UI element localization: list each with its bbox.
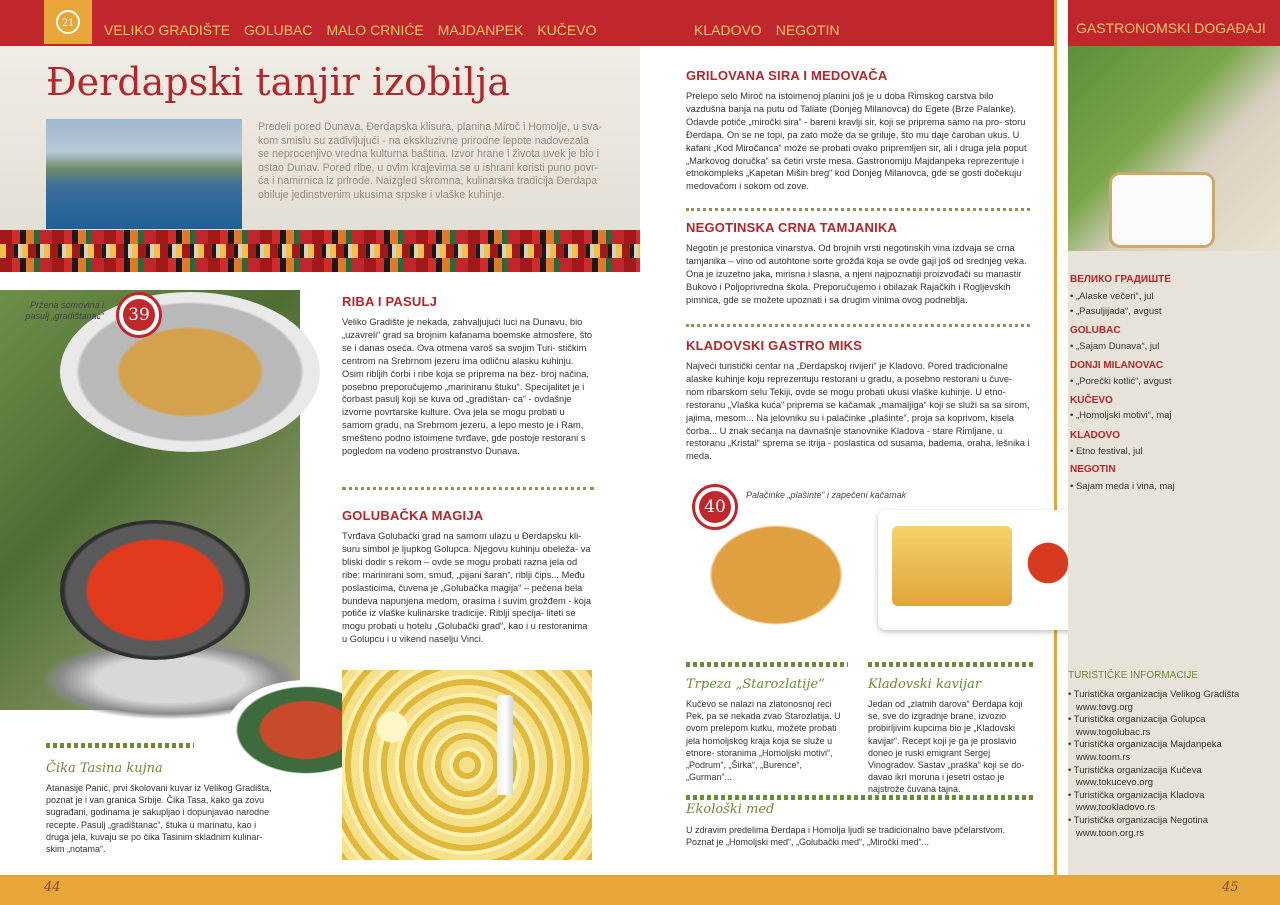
squiggle-divider — [686, 795, 1034, 800]
nav-left — [104, 22, 610, 38]
page-number-right: 45 — [1222, 880, 1239, 895]
golubac-title: GOLUBAČKA MAGIJA — [342, 508, 484, 523]
med-text: U zdravim predelima Đerdapa i Homolja ljudi se tradicionalno bave pčelarstvom. Poznat je „Homoljski med“, „Golubački med“, „Miročki med“... — [686, 825, 1006, 848]
event-item: • „Alaske večeri“, jul — [1070, 291, 1154, 302]
page-spine — [1054, 0, 1068, 905]
event-item: • Sajam meda i vina, maj — [1070, 481, 1175, 492]
squiggle-divider — [868, 662, 1034, 667]
event-place: ВЕЛИКО ГРАДИШТЕ — [1070, 274, 1171, 285]
tourist-info-title: TURISTIČKE INFORMACIJE — [1068, 670, 1199, 681]
bean-kettle — [60, 520, 250, 660]
negotinska-title: NEGOTINSKA CRNA TAMJANIKA — [686, 220, 898, 235]
chapter-badge — [44, 0, 92, 44]
tourist-org: • Turistička organizacija Golupca www.togolubac.rs — [1068, 714, 1206, 738]
tourist-org: • Turistička organizacija Majdanpeka www.toom.rs — [1068, 739, 1222, 763]
nav-item-majdanpek[interactable]: MAJDANPEK — [437, 22, 524, 38]
event-item: • „Porečki kotlić“, avgust — [1070, 376, 1172, 387]
nav-item-negotin[interactable]: NEGOTIN — [775, 22, 840, 38]
squiggle-divider — [46, 743, 194, 748]
event-item: • „Pasuljijada“, avgust — [1070, 306, 1162, 317]
kavijar-title: Kladovski kavijar — [868, 677, 982, 692]
recipe-badge-39: 39 — [116, 292, 162, 338]
kavijar-text: Jedan od „zlatnih darova“ Đerdapa koji se, sve do izgradnje brane, izvozio probirljivim kupcima bio je „Kladovski kavijar“. Recept koji je ga je proslavio doneo je ruski emigrant Sergej Vinogradov. Sastav „praška“ koji se do- davao ikri moruna i jesetri ostao je najstrože čuvana tajna. — [868, 699, 1025, 795]
divider — [686, 324, 1030, 327]
event-place: GOLUBAC — [1070, 325, 1121, 336]
cheese-plate — [1112, 175, 1212, 245]
event-item: • Etno festival, jul — [1070, 446, 1143, 457]
kladovski-title: KLADOVSKI GASTRO MIKS — [686, 338, 863, 353]
wine-bottles-photo — [342, 670, 592, 860]
nav-right — [694, 22, 853, 38]
tourist-link[interactable]: www.toon.org.rs — [1075, 827, 1145, 839]
event-place: NEGOTIN — [1070, 464, 1116, 475]
riba-title: RIBA I PASULJ — [342, 294, 438, 309]
nav-item-kladovo[interactable]: KLADOVO — [694, 22, 762, 38]
tourist-org: • Turistička organizacija Kučeva www.tokucevo.org — [1068, 764, 1202, 789]
tourist-link[interactable]: www.tookladovo.rs — [1075, 802, 1156, 814]
tourist-link[interactable]: www.tovg.org — [1075, 701, 1133, 713]
kladovski-text: Najveći turistički centar na „Đerdapskoj rivijeri“ je Kladovo. Pored tradicionalne alaske kuhinje koju reprezentuju restorani u gradu, a posebno restorani u čuve- nom ribarskom selu Tekiji, ovde se mogu probati ukusi vlaške kuhinje. U etno- restoranu „Vlaška kuća“ priprema se kačamak „mamaljiga“ koji se služi sa sa sirom, jajima, mesom... Na jelovniku su i palačinke „plašinte“, proja sa koprivom, kisela čorba... U znak sećanja na davnašnje stanovnike Kladova - stare Rimljane, u restoranu „Kristal“ sprema se itrija - poslastica od susama, badema, oraha, lešnika i meda. — [686, 361, 1030, 462]
page-title: Đerdapski tanjir izobilja — [46, 60, 511, 104]
negotinska-text: Negotin je prestonica vinarstva. Od brojnih vrsti negotinskih vina izdvaja se crna tamjanika – vino od autohtone sorte grožđa koja se ovde gaji još od srednjeg veka. Ona je izuzetno jaka, mirisna i slasna, a njeni najpoznatiji proizvođači su manastir Bukovo i Poljoprivredna škola. Preporučujemo i obilazak Rajačkih i Rogljevskih pimnica, gde se možete upoznati i sa drugim vinima ovog podneblja. — [686, 243, 1027, 305]
tourist-org: • Turistička organizacija Negotina www.toon.org.rs — [1068, 814, 1209, 839]
grilovana-text: Prelepo selo Miroč na istoimenoj planini još je u doba Rimskog carstva bilo vazdušna banja na putu od Taliate (Donjeg Milanovca) do Egete (Brze Palanke). Odavde potiče „miročki sira“ - bareni kravlji sir, koji se priprema samo na pro- storu Đerdapa. On se ne topi, pa zato može da se griluje, što mu daje čaroban ukus. U kafani „Kod Miročanca“ može se probati ovako pripremljen sir, ali i druga jela poput „Markovog doručka“ sa četiri vrste mesa. Gastronomiju Majdanpeka reprezentuje i etnokompleks „Kapetan Mišin breg“ kod Donjeg Milanovca, gde se gosti dočekuju medovačom i sokom od zove. — [686, 91, 1027, 192]
page-number-left: 44 — [44, 880, 61, 895]
tourist-link[interactable]: www.togolubac.rs — [1075, 726, 1151, 738]
nav-item-malo-crnice[interactable]: MALO CRNIĆE — [326, 22, 424, 38]
med-title: Ekološki med — [686, 802, 775, 817]
tourist-org: • Turistička organizacija Velikog Gradišta www.tovg.org — [1068, 689, 1240, 713]
squiggle-divider — [686, 662, 848, 667]
golubac-text: Tvrđava Golubački grad na samom ulazu u Đerdapsku kli- suru simbol je ljupkog Golupca. Njegovu kuhinju obeleža- va bliski dodir s rekom – ovde se mogu probati razna jela od ribe: marinirani som, smuđ, „pijani šaran“, riblji čips... Među poslasticima, čuvena je „Golubačka magija“ – pečena bela bundeva napunjena medom, orasima i suvim grožđem - koja potiče iz vlaške kulinarske tradicije. Riblji specija- liteti se mogu probati u hotelu „Golubački grad“, kao i u restoranima u Golupcu i u vikend naselju Vinci. — [342, 531, 592, 645]
riba-text: Veliko Gradište je nekada, zahvaljujući luci na Dunavu, bio „uzavreli“ grad sa brojnim kafanama boemske atmosfere, što se i danas oseća. Ova otmena varoš sa svojim Turi- stičkim centrom na Srebrnom jezeru ima odličnu alasku kuhinju. Osim riblјih čorbi i ribe koja se priprema na bez- broj načina, posebno preporučujemo „mariniranu štuku“. Specijalitet je i čorbast pasulj koji se kuva od „gradištan- ca“ - ovdašnje izvorne povrtarske kulture. Ova jela se mogu probati u samom gradu, na Srebrnom jezeru, a lepo mesto je i Ram, smešteno podno istoimene tvrđave, gde postoje restorani s pogledom na vodeno prostranstvo Dunava. — [342, 317, 593, 457]
intro-text: Predeli pored Dunava, Đerdapska klisura, planina Miroč i Homolje, u sva- kom smislu su zadivljujući - na ekskluzivne prirodne lepote nadovezala se neprocenjivo vredna kulturna baština. Izvor hrane i života uvek je bio i ostao Dunav. Pored ribe, u ovim krajevima se u ishrani koristi puno povr- ća i namirnica iz prirode. Naizgled skromna, kulinarska tradicija Đerdapa obiluje jedinstvenim ukusima srpske i vlaške kuhinje. — [258, 121, 602, 201]
nav-item-golubac[interactable]: GOLUBAC — [244, 22, 313, 38]
footer-bar — [0, 875, 1280, 905]
event-place: KLADOVO — [1070, 430, 1120, 441]
event-item: • „Sajam Dunava“, jul — [1070, 341, 1160, 352]
tourist-link[interactable]: www.tokucevo.org — [1075, 777, 1154, 789]
event-place: KUČEVO — [1070, 395, 1113, 406]
events-title: GASTRONOMSKI DOGAĐAJI — [1076, 20, 1266, 36]
tourist-link[interactable]: www.toom.rs — [1075, 751, 1131, 763]
pancakes-caption: Palačinke „plašinte“ i zapečeni kačamak — [746, 490, 907, 500]
recipe-badge-40: 40 — [692, 484, 738, 530]
tourist-org: • Turistička organizacija Kladova www.tookladovo.rs — [1068, 789, 1205, 814]
divider — [342, 487, 594, 490]
nav-item-kucevo[interactable]: KUČEVO — [537, 22, 597, 38]
bottle-image — [497, 695, 513, 795]
trpeza-text: Kučevo se nalazi na zlatonosnoj reci Pek, pa se nekada zvao Starozlatija. U ovom prelepom kutku, možete probati jela homoljskog kraja koja se služe u etnore- storanima „Homoljski motivi“, „Podrum“, „Širka“, „Burence“, „Gurman“... — [686, 699, 841, 783]
grilovana-title: GRILOVANA SIRA I MEDOVAČA — [686, 68, 888, 83]
cika-text: Atanasije Panić, prvi školovani kuvar iz Velikog Gradišta, poznat je i van granica Srbije. Čika Tasa, kako ga zovu sugrađani, godinama je sakupljao i dopunjavao narodne recepte. Pasulj „gradištanac“, štuka u marinatu, kao i druga jela, kuvaju se po čika Tasinim skladnim kulinar- skim „notama“. — [46, 783, 272, 855]
tourist-info — [1068, 660, 1280, 860]
fish-caption: Pržena somovina i pasulj „gradištanac“ — [25, 300, 104, 321]
embroidery-border — [0, 230, 640, 272]
cika-title: Čika Tasina kujna — [46, 761, 163, 776]
chapter-number: 21 — [56, 10, 80, 34]
lake-photo — [46, 119, 242, 229]
nav-item-veliko-gradiste[interactable]: VELIKO GRADIŠTE — [104, 22, 231, 38]
event-item: • „Homoljski motivi“, maj — [1070, 410, 1172, 421]
divider — [686, 208, 1030, 211]
event-place: DONJI MILANOVAC — [1070, 360, 1164, 371]
trpeza-title: Trpeza „Starozlatije“ — [686, 677, 825, 692]
